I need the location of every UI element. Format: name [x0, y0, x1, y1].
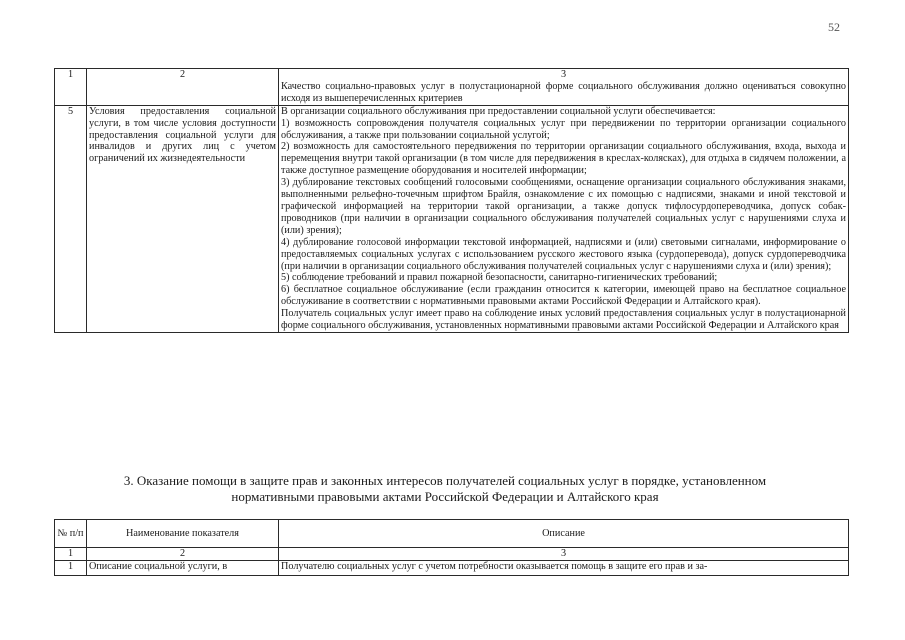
row-number: 1 [55, 561, 87, 576]
indicator-name: Условия предоставления социальной услуги, в том числе условия доступности предоставления социальной услуги для инвалидов и других лиц с учетом ограничений их жизнедеятельности [87, 105, 279, 332]
table-header-row [55, 520, 849, 548]
table-row [55, 561, 849, 576]
header-description: Описание [279, 520, 849, 548]
continuation-text: Качество социально-правовых услуг в полустационарной форме социального обслуживания должно оцениваться совокупно исходя из вышеперечисленных критериев [281, 80, 846, 104]
column-number-3: 3 [279, 548, 849, 561]
row-number: 5 [55, 105, 87, 332]
column-number-1: 1 [55, 69, 87, 106]
table-row [55, 105, 849, 332]
column-number-1: 1 [55, 548, 87, 561]
condition-item-3: 3) дублирование текстовых сообщений голосовыми сообщениями, оснащение организации социального обслуживания знаками, выполненными рельефно-точечным шрифтом Брайля, ознакомление с их помощью с надписями, знаками и иной текстовой и графической информацией на территории такой организации, а также допуск тифлосурдопереводчика, допуск собак-проводников (при наличии в организации социального обслуживания получателей социальных услуг с нарушениями слуха и (или) зрения); [281, 177, 846, 236]
header-number: № п/п [55, 520, 87, 548]
header-indicator: Наименование показателя [87, 520, 279, 548]
table-number-row [55, 69, 849, 106]
indicators-table-continued [54, 68, 849, 333]
additional-conditions: Получатель социальных услуг имеет право на соблюдение иных условий предоставления социальных услуг в полустационарной форме социального обслуживания, установленных нормативными правовыми актами Российской Федерации и Алтайского края [281, 308, 846, 332]
column-number-3: 3 [560, 69, 567, 80]
condition-item-5: 5) соблюдение требований и правил пожарной безопасности, санитарно-гигиенических требований; [281, 272, 718, 284]
table-number-row [55, 548, 849, 561]
description-lead: В организации социального обслуживания при предоставлении социальной услуги обеспечивается: [281, 105, 716, 117]
condition-item-6: 6) бесплатное социальное обслуживание (если гражданин относится к категории, имеющей право на бесплатное социальное обслуживание в соответствии с нормативными правовыми актами Российской Федерации и Алтайского края). [281, 284, 846, 308]
page-number: 52 [828, 20, 840, 34]
indicator-name: Описание социальной услуги, в [87, 561, 279, 576]
section-heading: 3. Оказание помощи в защите прав и законных интересов получателей социальных услуг в порядке, установленном нормативными правовыми актами Российской Федерации и Алтайского края [123, 473, 767, 504]
continuation-cell [279, 69, 849, 106]
condition-item-1: 1) возможность сопровождения получателя социальных услуг при передвижении по территории организации социального обслуживания, а также при пользовании социальной услугой; [281, 117, 846, 141]
description-text: Получателю социальных услуг с учетом потребности оказывается помощь в защите его прав и за- [279, 561, 849, 576]
condition-item-2: 2) возможность для самостоятельного передвижения по территории организации социального обслуживания, входа, выхода и перемещения внутри такой организации (в том числе для передвижения в креслах-колясках), для отдыха в сидячем положении, а также доступное размещение оборудования и носителей информации; [281, 141, 846, 177]
legal-aid-table [54, 519, 849, 576]
column-number-2: 2 [87, 69, 279, 106]
column-number-2: 2 [87, 548, 279, 561]
description-cell [279, 105, 849, 332]
condition-item-4: 4) дублирование голосовой информации текстовой информацией, надписями и (или) световыми сигналами, информирование о предоставляемых социальных услугах с использованием русского жестового языка (сурдоперевода), допуск сурдопереводчика (при наличии в организации социального обслуживания получателей социальных услуг с нарушениями слуха и (или) зрения); [281, 236, 846, 272]
